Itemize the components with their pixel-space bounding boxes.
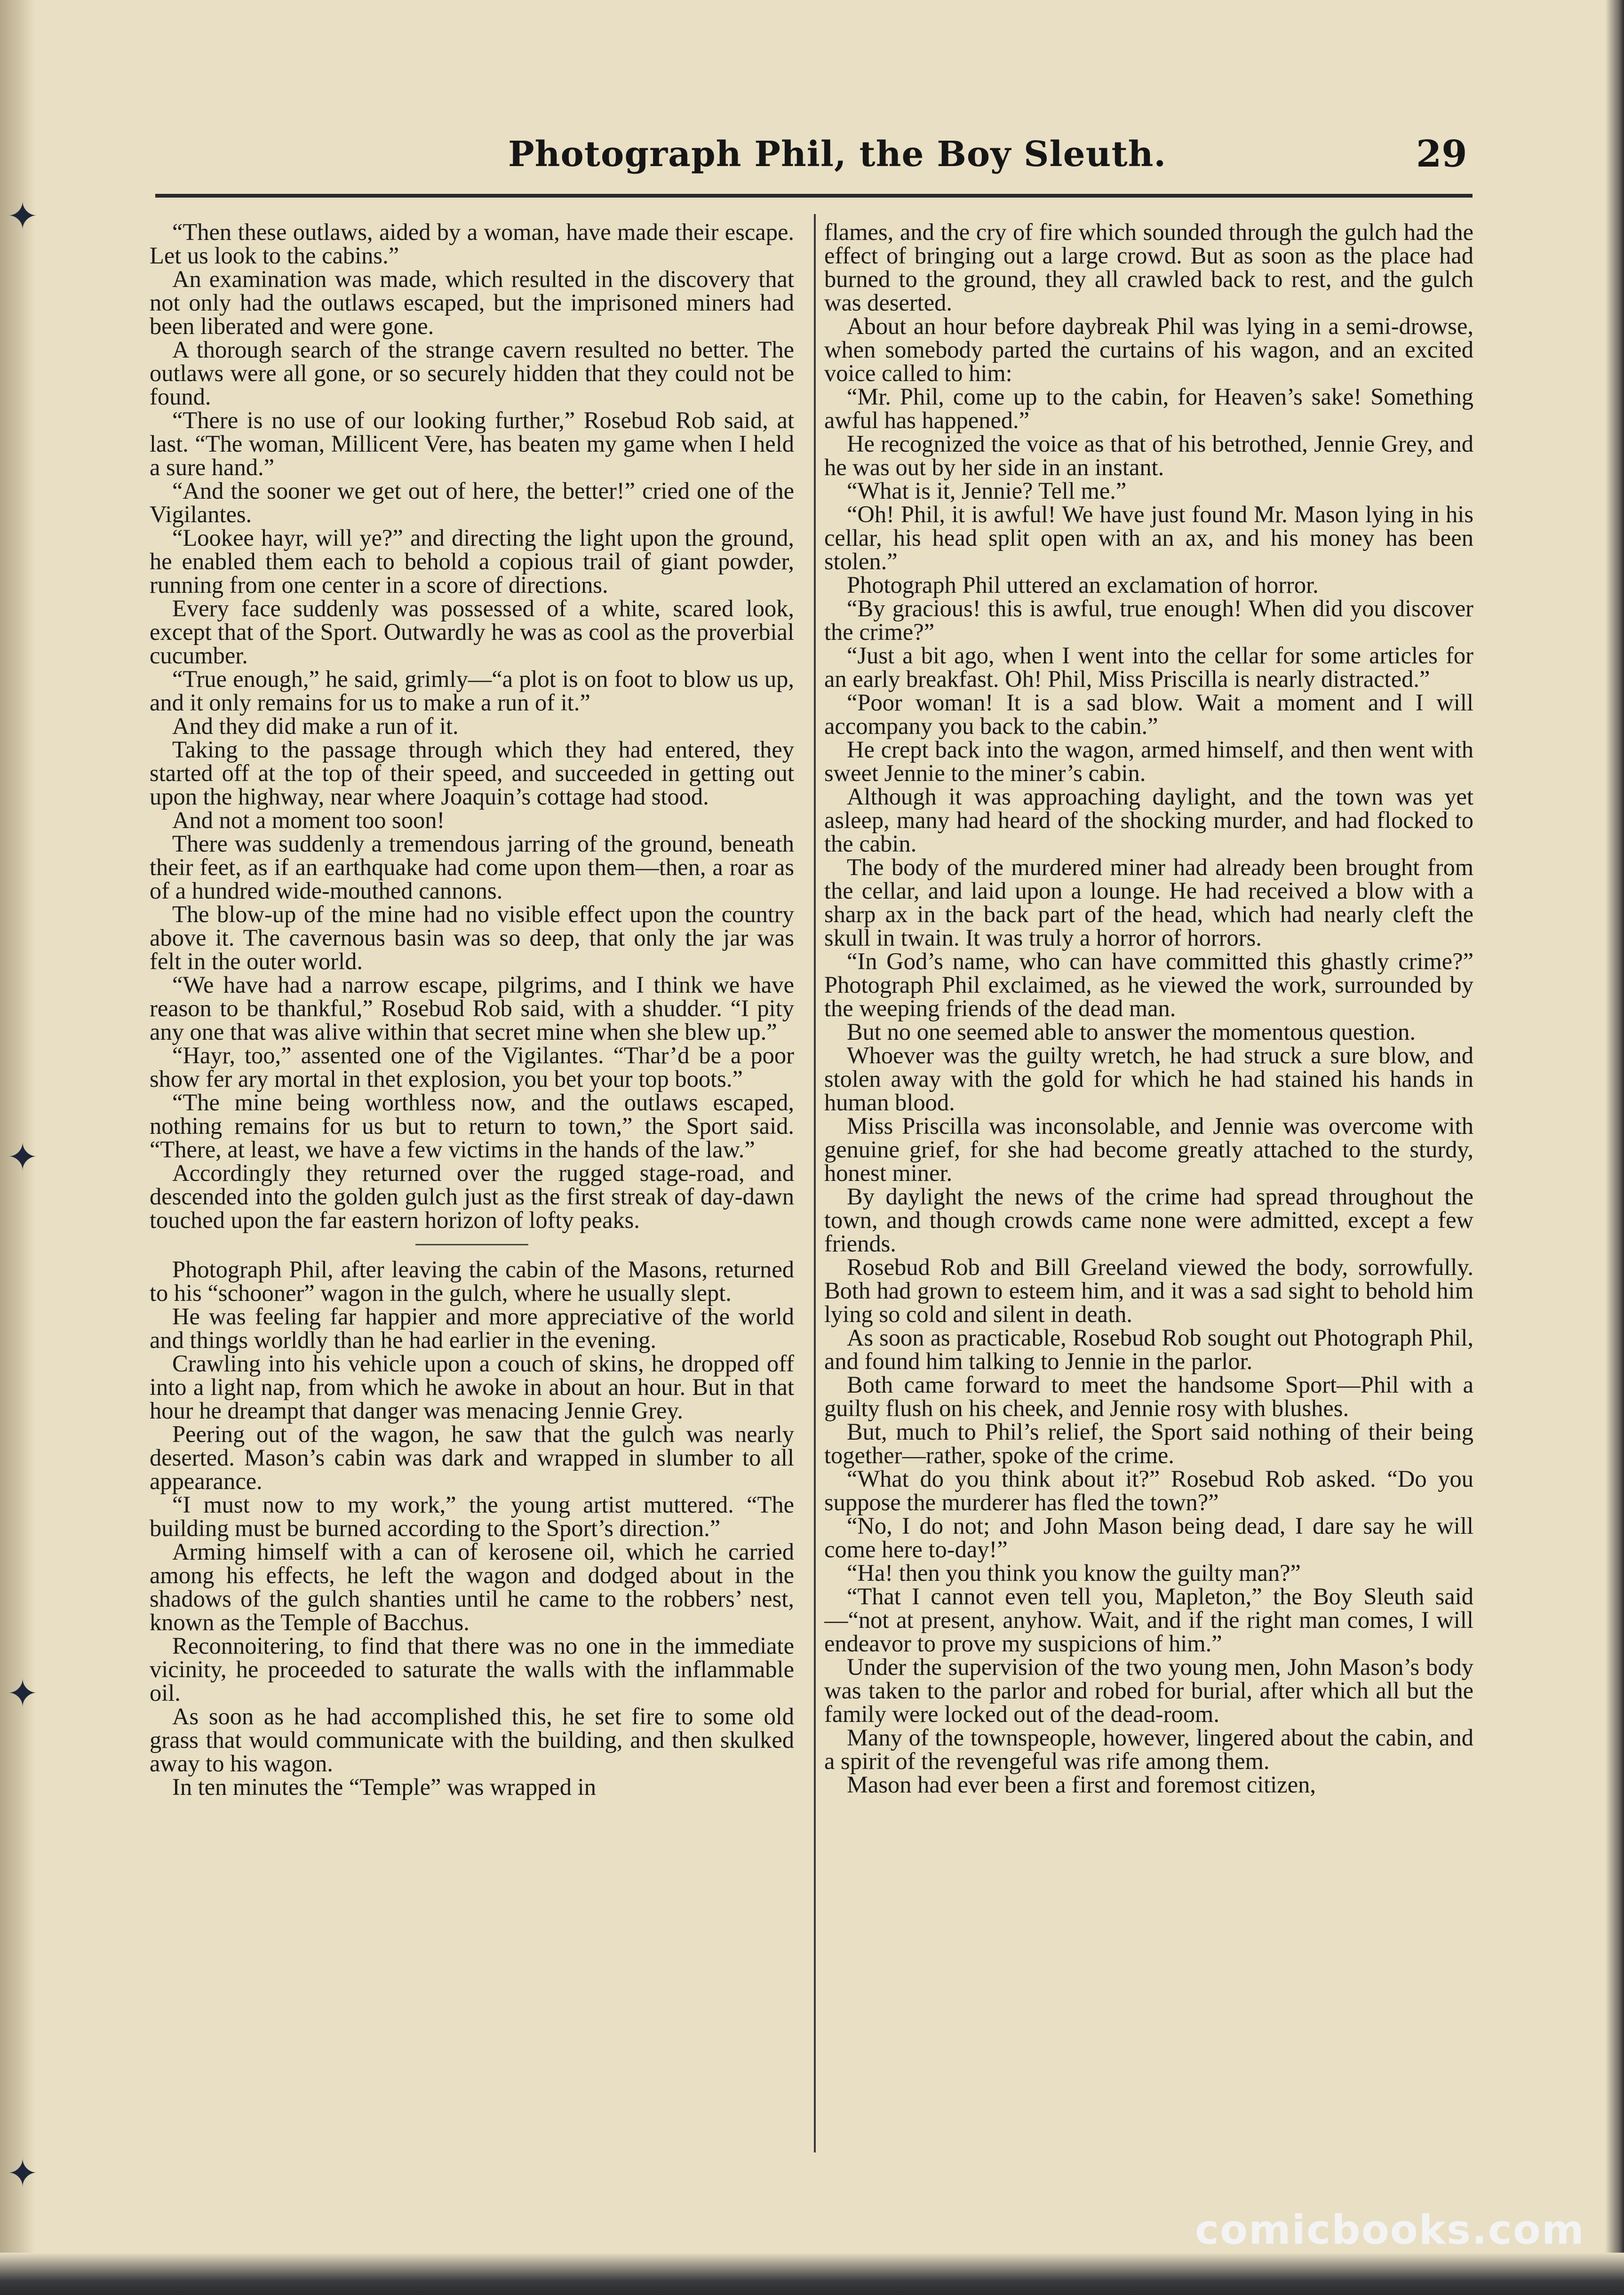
section-break-rule [415, 1244, 528, 1245]
binding-stitch-icon: ✦ [7, 1135, 39, 1179]
paragraph: “The mine being worthless now, and the outlaws escaped, nothing remains for us but to return to town,” the Sport said. “There, at least, we have a few victims in the hands of the law.” [150, 1089, 794, 1163]
paragraph: Although it was approaching daylight, and the town was yet asleep, many had heard of the shocking murder, and had flocked to the cabin. [824, 783, 1473, 857]
paragraph: Under the supervision of the two young men, John Mason’s body was taken to the parlor and robed for burial, after which all but the family were locked out of the dead-room. [824, 1654, 1473, 1727]
paragraph: Mason had ever been a first and foremost citizen, [847, 1771, 1316, 1798]
paragraph: Miss Priscilla was inconsolable, and Jennie was overcome with genuine grief, for she had become greatly attached to the sturdy, honest miner. [824, 1113, 1473, 1186]
page-number: 29 [1416, 133, 1467, 175]
paragraph: Both came forward to meet the handsome Sport—Phil with a guilty flush on his cheek, and Jennie rosy with blushes. [824, 1371, 1473, 1421]
paragraph: Whoever was the guilty wretch, he had struck a sure blow, and stolen away with the gold for which he had stained his hands in human blood. [824, 1042, 1473, 1116]
paragraph: In ten minutes the “Temple” was wrapped in [172, 1774, 596, 1800]
paragraph: The body of the murdered miner had already been brought from the cellar, and laid upon a lounge. He had received a blow with a sharp ax in the back part of the head, which had nearly cleft the skull in twain. It was truly a horror of horrors. [824, 854, 1473, 951]
paragraph: About an hour before daybreak Phil was lying in a semi-drowse, when somebody parted the curtains of his wagon, and an excited voice called to him: [824, 313, 1473, 386]
right-column [824, 220, 1473, 2163]
binding-stitch-icon: ✦ [7, 2152, 39, 2195]
paragraph: “There is no use of our looking further,” Rosebud Rob said, at last. “The woman, Millicent Vere, has beaten my game when I held a sure hand.” [150, 407, 794, 480]
paragraph: “And the sooner we get out of here, the better!” cried one of the Vigilantes. [150, 478, 794, 527]
paragraph: “Oh! Phil, it is awful! We have just found Mr. Mason lying in his cellar, his head split open with an ax, and his money has been stolen.” [824, 501, 1473, 574]
paragraph: Photograph Phil, after leaving the cabin of the Masons, returned to his “schooner” wagon in the gulch, where he usually slept. [150, 1256, 794, 1306]
paragraph: He recognized the voice as that of his betrothed, Jennie Grey, and he was out by her side in an instant. [824, 430, 1473, 480]
paragraph: “I must now to my work,” the young artist muttered. “The building must be burned according to the Sport’s direction.” [150, 1491, 794, 1541]
paragraph: A thorough search of the strange cavern resulted no better. The outlaws were all gone, or so securely hidden that they could not be found. [150, 336, 794, 410]
left-column [150, 220, 794, 2163]
paragraph: “Ha! then you think you know the guilty man?” [847, 1560, 1301, 1586]
paragraph: “Mr. Phil, come up to the cabin, for Heaven’s sake! Something awful has happened.” [824, 383, 1473, 433]
paragraph: Photograph Phil uttered an exclamation of horror. [847, 572, 1319, 598]
paragraph: Many of the townspeople, however, lingered about the cabin, and a spirit of the revengeful was rife among them. [824, 1724, 1473, 1774]
paragraph: Taking to the passage through which they had entered, they started off at the top of their speed, and succeeded in getting out upon the highway, near where Joaquin’s cottage had stood. [150, 736, 794, 810]
binding-stitch-icon: ✦ [7, 1672, 39, 1715]
paragraph: Rosebud Rob and Bill Greeland viewed the body, sorrowfully. Both had grown to esteem him, and it was a sad sight to behold him lying so cold and silent in death. [824, 1254, 1473, 1327]
paragraph: As soon as practicable, Rosebud Rob sought out Photograph Phil, and found him talking to Jennie in the parlor. [824, 1324, 1473, 1374]
paragraph: By daylight the news of the crime had spread throughout the town, and though crowds came none were admitted, except a few friends. [824, 1183, 1473, 1257]
paragraph: “That I cannot even tell you, Mapleton,” the Boy Sleuth said—“not at present, anyhow. Wait, and if the right man comes, I will endeavor to prove my suspicions of him.” [824, 1583, 1473, 1657]
paragraph: Arming himself with a can of kerosene oil, which he carried among his effects, he left the wagon and dodged about in the shadows of the gulch shanties until he came to the robbers’ nest, known as the Temple of Bacchus. [150, 1538, 794, 1635]
paragraph: And they did make a run of it. [172, 713, 459, 739]
paragraph: The blow-up of the mine had no visible effect upon the country above it. The cavernous basin was so deep, that only the jar was felt in the outer world. [150, 901, 794, 974]
paragraph: Every face suddenly was possessed of a white, scared look, except that of the Sport. Outwardly he was as cool as the proverbial cucumber. [150, 595, 794, 669]
paragraph: “What do you think about it?” Rosebud Rob asked. “Do you suppose the murderer has fled the town?” [824, 1466, 1473, 1515]
running-title: Photograph Phil, the Boy Sleuth. [508, 134, 1167, 175]
paragraph: An examination was made, which resulted in the discovery that not only had the outlaws escaped, but the imprisoned miners had been liberated and were gone. [150, 266, 794, 339]
binding-stitch-icon: ✦ [7, 194, 39, 238]
page-bottom-shadow [0, 2253, 1624, 2295]
paragraph: Accordingly they returned over the rugged stage-road, and descended into the golden gulch just as the first streak of day-dawn touched upon the far eastern horizon of lofty peaks. [150, 1160, 794, 1233]
paragraph: “What is it, Jennie? Tell me.” [847, 478, 1127, 504]
paragraph: Crawling into his vehicle upon a couch of skins, he dropped off into a light nap, from which he awoke in about an hour. But in that hour he dreampt that danger was menacing Jennie Grey. [150, 1350, 794, 1424]
paragraph: “Poor woman! It is a sad blow. Wait a moment and I will accompany you back to the cabin.” [824, 689, 1473, 739]
paragraph: Reconnoitering, to find that there was no one in the immediate vicinity, he proceeded to saturate the walls with the inflammable oil. [150, 1633, 794, 1706]
paragraph: “In God’s name, who can have committed this ghastly crime?” Photograph Phil exclaimed, as he viewed the work, surrounded by the weeping friends of the dead man. [824, 948, 1473, 1021]
paragraph: He crept back into the wagon, armed himself, and then went with sweet Jennie to the miner’s cabin. [824, 736, 1473, 786]
paragraph: “Just a bit ago, when I went into the cellar for some articles for an early breakfast. Oh! Phil, Miss Priscilla is nearly distracted.” [824, 642, 1473, 692]
paragraph: “True enough,” he said, grimly—“a plot is on foot to blow us up, and it only remains for us to make a run of it.” [150, 666, 794, 716]
paragraph: “Then these outlaws, aided by a woman, have made their escape. Let us look to the cabins.” [150, 220, 794, 269]
watermark: comicbooks.com [1195, 2207, 1585, 2254]
paragraph: “Hayr, too,” assented one of the Vigilantes. “Thar’d be a poor show fer ary mortal in thet explosion, you bet your top boots.” [150, 1042, 794, 1092]
paragraph: “Lookee hayr, will ye?” and directing the light upon the ground, he enabled them each to behold a copious trail of giant powder, running from one center in a score of directions. [150, 525, 794, 598]
paragraph: But, much to Phil’s relief, the Sport said nothing of their being together—rather, spoke of the crime. [824, 1418, 1473, 1468]
column-divider [814, 214, 816, 2152]
paragraph: flames, and the cry of fire which sounded through the gulch had the effect of bringing out a large crowd. But as soon as the place had burned to the ground, they all crawled back to rest, and the gulch was deserted. [824, 220, 1473, 316]
paragraph: And not a moment too soon! [172, 807, 445, 833]
paragraph: “We have had a narrow escape, pilgrims, and I think we have reason to be thankful,” Rosebud Rob said, with a shudder. “I pity any one that was alive within that secret mine when she blew up.” [150, 972, 794, 1045]
header-rule [155, 194, 1473, 198]
paragraph: Peering out of the wagon, he saw that the gulch was nearly deserted. Mason’s cabin was dark and wrapped in slumber to all appearance. [150, 1421, 794, 1494]
paragraph: As soon as he had accomplished this, he set fire to some old grass that would communicate with the building, and then skulked away to his wagon. [150, 1703, 794, 1777]
paragraph: “By gracious! this is awful, true enough! When did you discover the crime?” [824, 595, 1473, 645]
paragraph: But no one seemed able to answer the momentous question. [847, 1019, 1416, 1045]
page-edge-shadow [1605, 0, 1624, 2295]
paragraph: There was suddenly a tremendous jarring of the ground, beneath their feet, as if an earthquake had come upon them—then, a roar as of a hundred wide-mouthed cannons. [150, 830, 794, 904]
paragraph: “No, I do not; and John Mason being dead, I dare say he will come here to-day!” [824, 1513, 1473, 1562]
paragraph: He was feeling far happier and more appreciative of the world and things worldly than he had earlier in the evening. [150, 1303, 794, 1353]
